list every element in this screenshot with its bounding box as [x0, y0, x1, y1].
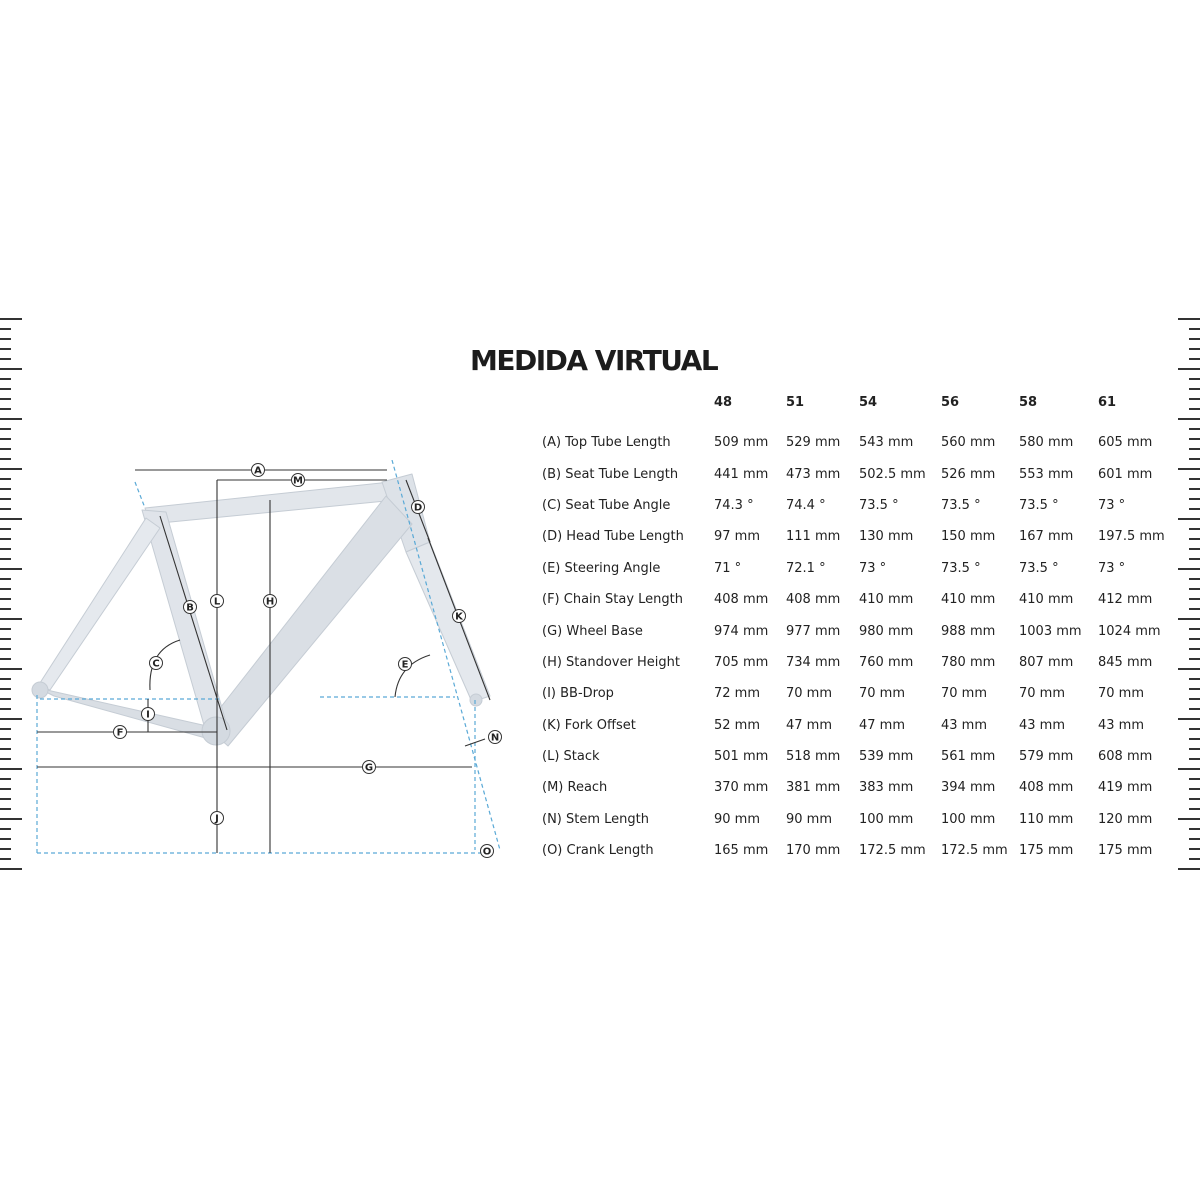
- label-n: [489, 731, 502, 744]
- dimension-labels: [114, 464, 502, 858]
- fork-dropout: [470, 694, 482, 706]
- measurement-value: 73.5 °: [941, 497, 981, 513]
- measurement-value: 47 mm: [859, 717, 906, 733]
- measurement-value: 980 mm: [859, 623, 914, 639]
- measurement-value: 74.4 °: [786, 497, 826, 513]
- measurement-value: 988 mm: [941, 623, 996, 639]
- measurement-value: 100 mm: [859, 811, 914, 827]
- label-d: [412, 501, 425, 514]
- measurement-value: 70 mm: [859, 686, 906, 702]
- geometry-table: [535, 389, 1168, 866]
- ruler-tick: [1189, 648, 1200, 650]
- measurement-value: 518 mm: [786, 749, 841, 765]
- table-row: [535, 741, 1168, 772]
- ruler-tick: [1189, 808, 1200, 810]
- ruler-tick: [0, 788, 11, 790]
- svg-text:K: K: [455, 611, 463, 623]
- measurement-label: (B) Seat Tube Length: [542, 466, 679, 482]
- measurement-value: 381 mm: [786, 780, 841, 796]
- measurement-label: (E) Steering Angle: [542, 560, 661, 576]
- ruler-tick: [0, 648, 11, 650]
- ruler-tick: [0, 868, 22, 870]
- measurement-value: 561 mm: [941, 749, 996, 765]
- ruler-tick: [0, 848, 11, 850]
- ruler-tick: [1189, 728, 1200, 730]
- rear-dropout: [32, 682, 48, 698]
- ruler-tick: [0, 528, 11, 530]
- measurement-value: 172.5 mm: [859, 843, 926, 859]
- measurement-value: 502.5 mm: [859, 466, 926, 482]
- measurement-value: 170 mm: [786, 843, 841, 859]
- measurement-value: 412 mm: [1098, 592, 1153, 608]
- ruler-tick: [1178, 868, 1200, 870]
- measurement-value: 539 mm: [859, 749, 914, 765]
- ruler-tick: [1189, 798, 1200, 800]
- measurement-value: 543 mm: [859, 435, 914, 451]
- measurement-value: 734 mm: [786, 654, 841, 670]
- ruler-tick: [0, 688, 11, 690]
- svg-text:C: C: [152, 658, 160, 670]
- measurement-label: (K) Fork Offset: [542, 717, 636, 733]
- measurement-value: 167 mm: [1019, 529, 1074, 545]
- measurement-label: (M) Reach: [542, 780, 608, 796]
- measurement-value: 111 mm: [786, 529, 841, 545]
- measurement-value: 605 mm: [1098, 435, 1153, 451]
- measurement-value: 70 mm: [1098, 686, 1145, 702]
- measurement-label: (N) Stem Length: [542, 811, 649, 827]
- ruler-tick: [0, 538, 11, 540]
- seat-stay: [38, 518, 160, 690]
- measurement-value: 120 mm: [1098, 811, 1153, 827]
- label-e: [399, 658, 412, 671]
- ruler-tick: [1189, 628, 1200, 630]
- size-header-row: [535, 389, 1168, 427]
- ruler-tick: [1189, 838, 1200, 840]
- ruler-tick: [0, 558, 11, 560]
- measurement-value: 172.5 mm: [941, 843, 1008, 859]
- ruler-tick: [1189, 538, 1200, 540]
- ruler-tick: [0, 758, 11, 760]
- measurement-value: 807 mm: [1019, 654, 1074, 670]
- ruler-tick: [0, 708, 11, 710]
- size-header: 58: [1019, 395, 1038, 410]
- ruler-tick: [0, 318, 22, 320]
- ruler-tick: [0, 438, 11, 440]
- measurement-value: 760 mm: [859, 654, 914, 670]
- size-header: 48: [714, 395, 733, 410]
- measurement-value: 197.5 mm: [1098, 529, 1165, 545]
- ruler-tick: [1189, 348, 1200, 350]
- svg-text:A: A: [254, 465, 262, 477]
- ruler-tick: [1189, 408, 1200, 410]
- ruler-tick: [1178, 418, 1200, 420]
- measurement-value: 780 mm: [941, 654, 996, 670]
- ruler-tick: [0, 678, 11, 680]
- ruler-tick: [0, 358, 11, 360]
- ruler-tick: [0, 488, 11, 490]
- ruler-tick: [1189, 498, 1200, 500]
- measurement-value: 97 mm: [714, 529, 761, 545]
- svg-text:E: E: [401, 659, 409, 671]
- table-row: [535, 427, 1168, 458]
- label-c: [150, 657, 163, 670]
- ruler-tick: [0, 518, 22, 520]
- measurement-value: 70 mm: [1019, 686, 1066, 702]
- measurement-value: 553 mm: [1019, 466, 1074, 482]
- ruler-tick: [1189, 478, 1200, 480]
- measurement-value: 509 mm: [714, 435, 769, 451]
- ruler-tick: [0, 578, 11, 580]
- measurement-value: 705 mm: [714, 654, 769, 670]
- ruler-tick: [1189, 638, 1200, 640]
- table-row: [535, 553, 1168, 584]
- size-header: 56: [941, 395, 960, 410]
- bike-frame: [32, 474, 490, 746]
- table-row: [535, 490, 1168, 521]
- ruler-tick: [0, 448, 11, 450]
- measurement-value: 501 mm: [714, 749, 769, 765]
- table-row: [535, 678, 1168, 709]
- ruler-tick: [0, 638, 11, 640]
- ruler-tick: [0, 588, 11, 590]
- measurement-value: 410 mm: [941, 592, 996, 608]
- measurement-value: 130 mm: [859, 529, 914, 545]
- measurement-label: (F) Chain Stay Length: [542, 592, 684, 608]
- ruler-tick: [1189, 508, 1200, 510]
- ruler-tick: [0, 728, 11, 730]
- ruler-tick: [1189, 338, 1200, 340]
- label-m: [292, 474, 305, 487]
- ruler-tick: [1178, 568, 1200, 570]
- ruler-tick: [1189, 608, 1200, 610]
- ruler-tick: [0, 408, 11, 410]
- measurement-value: 175 mm: [1019, 843, 1074, 859]
- svg-text:H: H: [265, 596, 275, 608]
- ruler-tick: [0, 368, 22, 370]
- measurement-value: 90 mm: [714, 811, 761, 827]
- label-l: [211, 595, 224, 608]
- svg-text:L: L: [213, 596, 221, 608]
- header-empty: [535, 389, 714, 427]
- ruler-tick: [0, 768, 22, 770]
- size-header: 51: [786, 395, 805, 410]
- ruler-tick: [0, 568, 22, 570]
- measurement-value: 974 mm: [714, 623, 769, 639]
- table-row: [535, 835, 1168, 866]
- ruler-tick: [1189, 398, 1200, 400]
- ruler-tick: [0, 748, 11, 750]
- table-row: [535, 804, 1168, 835]
- ruler-tick: [0, 598, 11, 600]
- ruler-tick: [0, 778, 11, 780]
- svg-text:B: B: [186, 602, 194, 614]
- label-i: [142, 708, 155, 721]
- measurement-value: 408 mm: [714, 592, 769, 608]
- measurement-value: 608 mm: [1098, 749, 1153, 765]
- measurement-value: 175 mm: [1098, 843, 1153, 859]
- fork: [406, 542, 490, 702]
- svg-text:N: N: [490, 732, 500, 744]
- svg-text:M: M: [293, 475, 303, 487]
- ruler-tick: [0, 378, 11, 380]
- measurement-value: 72.1 °: [786, 560, 826, 576]
- ruler-tick: [0, 798, 11, 800]
- ruler-tick: [1189, 828, 1200, 830]
- measurement-value: 73.5 °: [859, 497, 899, 513]
- measurement-value: 100 mm: [941, 811, 996, 827]
- label-k: [453, 610, 466, 623]
- label-a: [252, 464, 265, 477]
- measurement-label: (A) Top Tube Length: [542, 435, 671, 451]
- frame-geometry-diagram: [20, 460, 520, 870]
- ruler-tick: [1189, 328, 1200, 330]
- measurement-value: 408 mm: [786, 592, 841, 608]
- measurement-value: 74.3 °: [714, 497, 754, 513]
- measurement-value: 52 mm: [714, 717, 761, 733]
- ruler-tick: [0, 658, 11, 660]
- ruler-tick: [0, 348, 11, 350]
- measurement-value: 72 mm: [714, 686, 761, 702]
- ruler-tick: [1189, 698, 1200, 700]
- measurement-value: 73 °: [1098, 560, 1126, 576]
- table-row: [535, 647, 1168, 678]
- ruler-tick: [0, 718, 22, 720]
- measurement-value: 73 °: [859, 560, 887, 576]
- geometry-table-body: [535, 427, 1168, 866]
- left-ruler: [0, 318, 22, 878]
- measurement-value: 579 mm: [1019, 749, 1074, 765]
- measurement-value: 383 mm: [859, 780, 914, 796]
- measurement-value: 1024 mm: [1098, 623, 1161, 639]
- measurement-label: (L) Stack: [542, 749, 600, 765]
- down-tube: [206, 496, 412, 746]
- table-row: [535, 584, 1168, 615]
- ruler-tick: [1178, 468, 1200, 470]
- measurement-value: 70 mm: [786, 686, 833, 702]
- chain-stay: [38, 688, 220, 742]
- page-title: MEDIDA VIRTUAL: [470, 344, 718, 377]
- label-b: [184, 601, 197, 614]
- measurement-value: 73.5 °: [941, 560, 981, 576]
- svg-text:I: I: [146, 709, 150, 721]
- measurement-value: 977 mm: [786, 623, 841, 639]
- measurement-label: (D) Head Tube Length: [542, 529, 684, 545]
- table-row: [535, 710, 1168, 741]
- ruler-tick: [1178, 518, 1200, 520]
- ruler-tick: [1189, 548, 1200, 550]
- ruler-tick: [1189, 708, 1200, 710]
- ruler-tick: [0, 808, 11, 810]
- measurement-value: 73 °: [1098, 497, 1126, 513]
- table-row: [535, 458, 1168, 489]
- svg-text:F: F: [116, 727, 124, 739]
- size-header: 54: [859, 395, 878, 410]
- ruler-tick: [0, 628, 11, 630]
- measurement-label: (I) BB-Drop: [542, 686, 614, 702]
- ruler-tick: [0, 608, 11, 610]
- ruler-tick: [0, 858, 11, 860]
- svg-text:G: G: [364, 762, 374, 774]
- measurement-value: 70 mm: [941, 686, 988, 702]
- ruler-tick: [0, 508, 11, 510]
- ruler-tick: [1178, 368, 1200, 370]
- measurement-value: 441 mm: [714, 466, 769, 482]
- label-g: [363, 761, 376, 774]
- label-f: [114, 726, 127, 739]
- measurement-value: 845 mm: [1098, 654, 1153, 670]
- measurement-value: 73.5 °: [1019, 560, 1059, 576]
- measurement-value: 410 mm: [859, 592, 914, 608]
- measurement-value: 71 °: [714, 560, 742, 576]
- ruler-tick: [1189, 658, 1200, 660]
- measurement-value: 410 mm: [1019, 592, 1074, 608]
- ruler-tick: [1189, 558, 1200, 560]
- bottom-bracket: [202, 717, 230, 745]
- measurement-label: (C) Seat Tube Angle: [542, 497, 671, 513]
- measurement-value: 419 mm: [1098, 780, 1153, 796]
- label-h: [264, 595, 277, 608]
- measurement-value: 526 mm: [941, 466, 996, 482]
- measurement-value: 165 mm: [714, 843, 769, 859]
- ruler-tick: [0, 838, 11, 840]
- size-header: 61: [1098, 395, 1117, 410]
- ruler-tick: [1189, 788, 1200, 790]
- svg-text:D: D: [413, 502, 423, 514]
- measurement-value: 47 mm: [786, 717, 833, 733]
- ruler-tick: [0, 328, 11, 330]
- right-ruler: [1178, 318, 1200, 878]
- ruler-tick: [1189, 738, 1200, 740]
- ruler-tick: [0, 478, 11, 480]
- ruler-tick: [1189, 488, 1200, 490]
- ruler-tick: [1189, 748, 1200, 750]
- measurement-value: 580 mm: [1019, 435, 1074, 451]
- ruler-tick: [1189, 428, 1200, 430]
- ruler-tick: [0, 668, 22, 670]
- table-row: [535, 772, 1168, 803]
- ruler-tick: [1189, 458, 1200, 460]
- table-row: [535, 615, 1168, 646]
- ruler-tick: [0, 458, 11, 460]
- measurement-value: 110 mm: [1019, 811, 1074, 827]
- ruler-tick: [1189, 528, 1200, 530]
- ruler-tick: [0, 498, 11, 500]
- ruler-tick: [1189, 848, 1200, 850]
- measurement-value: 394 mm: [941, 780, 996, 796]
- ruler-tick: [1178, 818, 1200, 820]
- measurement-value: 601 mm: [1098, 466, 1153, 482]
- ruler-tick: [1189, 678, 1200, 680]
- label-j: [211, 812, 224, 825]
- measurement-value: 408 mm: [1019, 780, 1074, 796]
- ruler-tick: [1178, 318, 1200, 320]
- ruler-tick: [0, 818, 22, 820]
- ruler-tick: [0, 468, 22, 470]
- ruler-tick: [1189, 358, 1200, 360]
- ruler-tick: [1189, 778, 1200, 780]
- measurement-label: (H) Standover Height: [542, 654, 680, 670]
- measurement-value: 90 mm: [786, 811, 833, 827]
- seat-axis-guide: [135, 482, 145, 508]
- ruler-tick: [1189, 378, 1200, 380]
- measurement-value: 43 mm: [941, 717, 988, 733]
- ruler-tick: [1189, 388, 1200, 390]
- label-o: [481, 845, 494, 858]
- ruler-tick: [0, 338, 11, 340]
- ruler-tick: [1178, 668, 1200, 670]
- svg-text:O: O: [482, 846, 492, 858]
- measurement-value: 43 mm: [1098, 717, 1145, 733]
- ruler-tick: [0, 698, 11, 700]
- table-row: [535, 521, 1168, 552]
- svg-text:J: J: [215, 813, 219, 825]
- ruler-tick: [1189, 758, 1200, 760]
- ruler-tick: [1189, 588, 1200, 590]
- measurement-value: 560 mm: [941, 435, 996, 451]
- measurement-value: 370 mm: [714, 780, 769, 796]
- measurement-label: (O) Crank Length: [542, 843, 654, 859]
- ruler-tick: [1178, 768, 1200, 770]
- ruler-tick: [1178, 618, 1200, 620]
- ruler-tick: [1178, 718, 1200, 720]
- ruler-tick: [1189, 578, 1200, 580]
- measurement-value: 73.5 °: [1019, 497, 1059, 513]
- measurement-value: 43 mm: [1019, 717, 1066, 733]
- ruler-tick: [0, 418, 22, 420]
- ruler-tick: [0, 548, 11, 550]
- ruler-tick: [0, 738, 11, 740]
- ruler-tick: [0, 428, 11, 430]
- ruler-tick: [0, 828, 11, 830]
- ruler-tick: [1189, 448, 1200, 450]
- ruler-tick: [0, 618, 22, 620]
- ruler-tick: [1189, 688, 1200, 690]
- ruler-tick: [0, 398, 11, 400]
- measurement-label: (G) Wheel Base: [542, 623, 643, 639]
- measurement-value: 473 mm: [786, 466, 841, 482]
- ruler-tick: [1189, 438, 1200, 440]
- measurement-value: 529 mm: [786, 435, 841, 451]
- ruler-tick: [0, 388, 11, 390]
- measurement-value: 1003 mm: [1019, 623, 1082, 639]
- frame-diagram-svg: [20, 460, 520, 870]
- ruler-tick: [1189, 598, 1200, 600]
- measurement-value: 150 mm: [941, 529, 996, 545]
- ruler-tick: [1189, 858, 1200, 860]
